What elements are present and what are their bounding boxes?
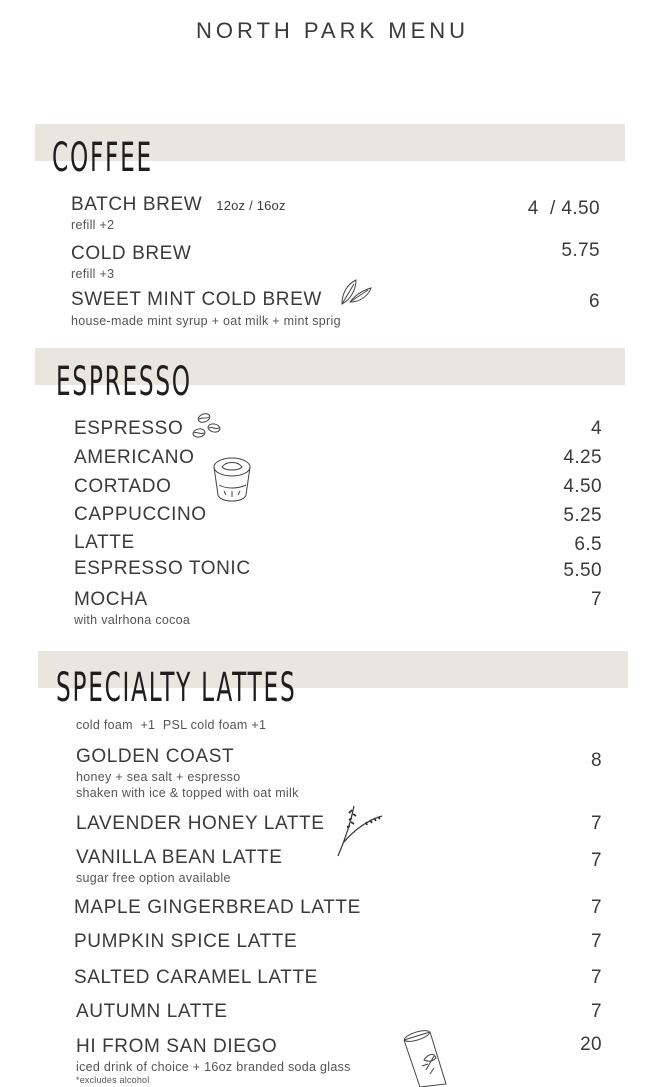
item-name: MAPLE GINGERBREAD LATTE [74,897,361,918]
item-price: 7 [591,897,602,918]
mint-leaves-icon [338,276,374,308]
menu-item-cortado [74,476,171,498]
item-name: LATTE [74,532,135,553]
item-description: refill +3 [71,267,115,281]
menu-item-golden-coast [76,746,299,801]
coffee-heading: COFFEE [52,135,153,181]
item-name: PUMPKIN SPICE LATTE [74,931,298,952]
item-price: 4 / 4.50 [527,198,600,219]
item-price: 6.5 [574,534,602,555]
item-price: 7 [591,813,602,834]
menu-item-batch-brew [71,194,286,233]
item-price: 4.50 [563,476,602,497]
item-name: CAPPUCCINO [74,504,207,525]
item-name: AUTUMN LATTE [76,1001,228,1022]
menu-item-sweet-mint-cold-brew [71,289,341,329]
item-description: with valrhona cocoa [74,613,191,627]
item-price: 7 [591,967,602,988]
item-price: 4.25 [563,447,602,468]
menu-item-cold-brew [71,243,191,282]
item-price: 5.75 [561,240,600,261]
item-name: SWEET MINT COLD BREW [71,289,322,310]
menu-item-lavender-honey-latte [76,813,325,835]
menu-item-espresso-tonic [74,558,251,580]
soda-glass-icon [400,1030,454,1087]
item-price: 5.25 [563,505,602,526]
item-name: ESPRESSO TONIC [74,558,251,579]
menu-item-salted-caramel-latte [74,967,318,989]
item-price: 5.50 [563,560,602,581]
item-name: AMERICANO [74,447,195,468]
item-price: 7 [591,931,602,952]
item-price: 4 [591,418,602,439]
item-name: SALTED CARAMEL LATTE [74,967,318,988]
item-price: 6 [589,291,600,312]
menu-item-maple-gingerbread-latte [74,897,361,919]
menu-item-pumpkin-spice-latte [74,931,297,953]
cold-foam-note: cold foam +1 PSL cold foam +1 [76,718,267,732]
item-description: sugar free option available [76,871,231,885]
item-size: 12oz / 16oz [216,198,286,213]
item-description: house-made mint syrup + oat milk + mint sprig [71,314,341,328]
menu-item-americano [74,447,194,469]
menu-item-hi-from-san-diego [76,1036,351,1085]
item-name: HI FROM SAN DIEGO [76,1036,278,1057]
menu-item-latte [74,532,135,554]
item-description: refill +2 [71,218,115,232]
menu-item-autumn-latte [76,1001,227,1023]
item-description-line-2: shaken with ice & topped with oat milk [76,786,299,800]
item-price: 8 [591,750,602,771]
item-fine-print: *excludes alcohol [76,1075,150,1085]
item-name: VANILLA BEAN LATTE [76,847,283,868]
item-name: GOLDEN COAST [76,746,235,767]
latte-cup-icon [210,455,256,509]
item-name: COLD BREW [71,243,192,264]
page-title: NORTH PARK MENU [195,18,470,43]
espresso-heading: ESPRESSO [56,359,192,405]
menu-item-cappuccino [74,504,207,526]
item-name: LAVENDER HONEY LATTE [76,813,325,834]
coffee-beans-icon [190,410,222,440]
menu-item-vanilla-bean-latte [76,847,283,886]
item-name: CORTADO [74,476,172,497]
item-name: BATCH BREW [71,194,203,215]
lavender-sprig-icon [334,802,384,858]
item-price: 20 [580,1034,602,1055]
item-name: ESPRESSO [74,418,184,439]
item-price: 7 [591,589,602,610]
menu-item-espresso [74,418,183,440]
specialty-heading: SPECIALTY LATTES [56,665,297,711]
item-description: honey + sea salt + espresso [76,770,241,784]
item-name: MOCHA [74,589,148,610]
item-price: 7 [591,850,602,871]
item-description: iced drink of choice + 16oz branded soda glass [76,1060,351,1074]
item-price: 7 [591,1001,602,1022]
menu-item-mocha [74,589,190,628]
